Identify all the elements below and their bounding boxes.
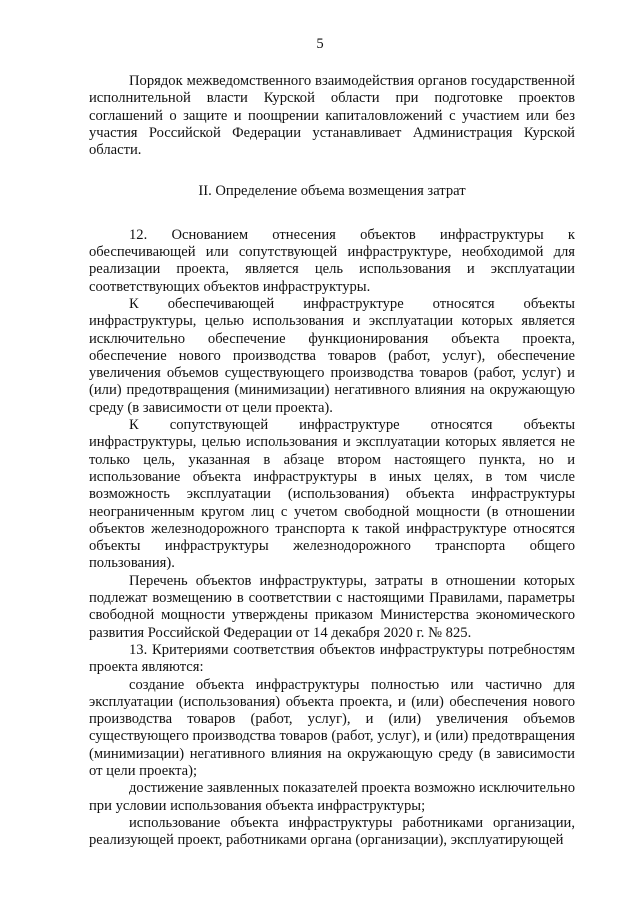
document-body bbox=[89, 73, 575, 849]
paragraph-supporting-infrastructure: К обеспечивающей инфраструктуре относятся объекты инфраструктуры, целью использования и эксплуатации которых является исключительно обеспечение функционирования объекта проекта, обеспечение нового производства товаров (работ, услуг), обеспечение увеличения объемов существующего производства товаров (работ, услуг) и (или) предотвращения (минимизации) негативного влияния на окружающую среду (в зависимости от цели проекта). bbox=[89, 295, 575, 416]
paragraph-criterion-indicators: достижение заявленных показателей проекта возможно исключительно при условии использования объекта инфраструктуры; bbox=[89, 780, 575, 814]
paragraph-procedure: Порядок межведомственного взаимодействия органов государственной исполнительной власти Курской области при подготовке проектов соглашений о защите и поощрении капиталовложений с участием или без участия Российской Федерации устанавливает Администрация Курской области. bbox=[89, 73, 575, 159]
paragraph-infrastructure-list: Перечень объектов инфраструктуры, затраты в отношении которых подлежат возмещению в соответствии с настоящими Правилами, параметры свободной мощности утверждены приказом Министерства экономического развития Российской Федерации от 14 декабря 2020 г. № 825. bbox=[89, 572, 575, 641]
paragraph-criterion-creation: создание объекта инфраструктуры полностью или частично для эксплуатации (использования) объекта проекта, и (или) обеспечения нового производства товаров (работ, услуг), и (или) увеличения объемов существующего производства товаров (работ, услуг), и (или) предотвращения (минимизации) негативного влияния на окружающую среду (в зависимости от цели проекта); bbox=[89, 676, 575, 779]
section-heading: II. Определение объема возмещения затрат bbox=[198, 183, 466, 200]
page-number: 5 bbox=[316, 36, 324, 52]
paragraph-item-12: 12. Основанием отнесения объектов инфраструктуры к обеспечивающей или сопутствующей инфраструктуре, необходимой для реализации проекта, является цель использования и эксплуатации соответствующих объектов инфраструктуры. bbox=[89, 226, 575, 295]
paragraph-criterion-usage: использование объекта инфраструктуры работниками организации, реализующей проект, работниками органа (организации), эксплуатирующей bbox=[89, 814, 575, 849]
paragraph-item-13: 13. Критериями соответствия объектов инфраструктуры потребностям проекта являются: bbox=[89, 641, 575, 676]
paragraph-accompanying-infrastructure: К сопутствующей инфраструктуре относятся объекты инфраструктуры, целью использования и эксплуатации которых является не только цель, указанная в абзаце втором настоящего пункта, но и использование объекта инфраструктуры в иных целях, в том числе возможность эксплуатации (использования) объекта инфраструктуры неограниченным кругом лиц с учетом свободной мощности (в отношении объектов железнодорожного транспорта к такой инфраструктуре относятся объекты инфраструктуры железнодорожного транспорта общего пользования). bbox=[89, 417, 575, 572]
